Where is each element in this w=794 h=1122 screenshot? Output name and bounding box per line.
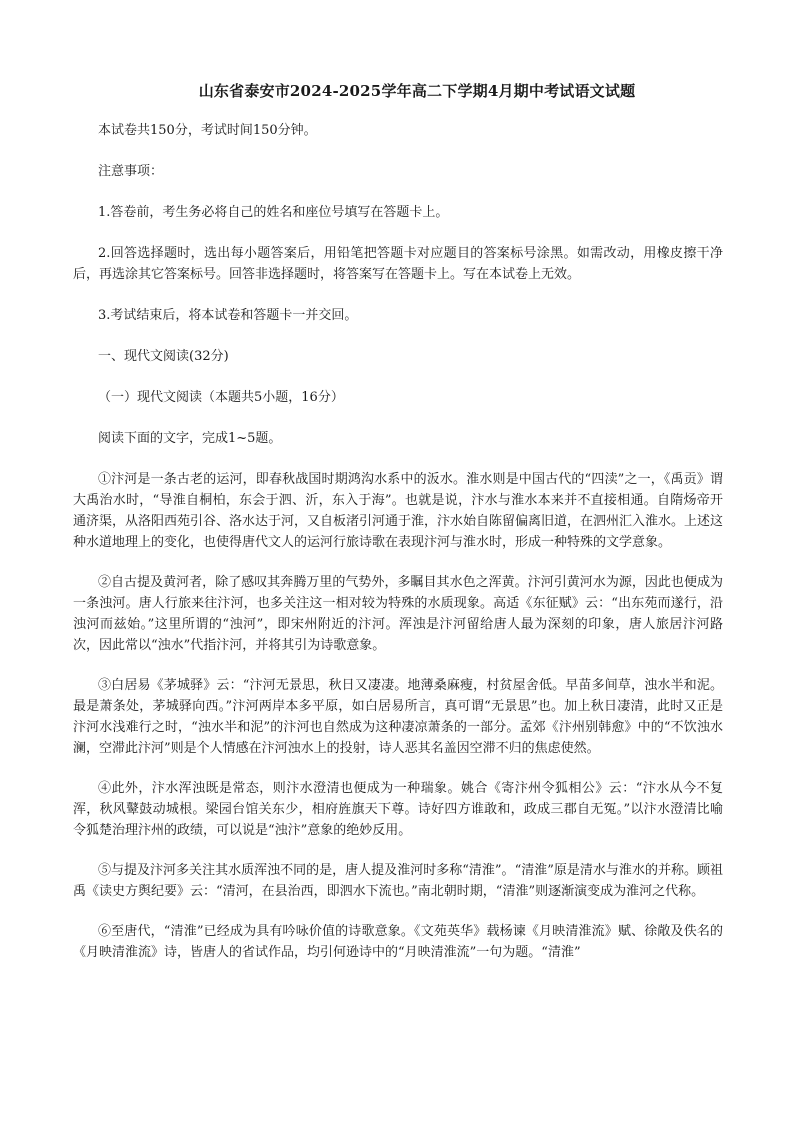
passage-paragraph: ⑤与提及汴河多关注其水质浑浊不同的是，唐人提及淮河时多称“清淮”。“清淮”原是清水与淮水的并称。顾祖禹《读史方舆纪要》云：“清河，在县治西，即泗水下流也。”南北朝时期，“清淮”则逐渐演变成为淮河之代称。 <box>73 863 723 899</box>
passage-paragraph: ⑥至唐代，“清淮”已经成为具有吟咏价值的诗歌意象。《文苑英华》载杨谏《月映清淮流》赋、徐敞及佚名的《月映清淮流》诗，皆唐人的省试作品，均引何逊诗中的“月映清淮流”一句为题。“清淮” <box>73 924 723 960</box>
notice-item: 1.答卷前，考生务必将自己的姓名和座位号填写在答题卡上。 <box>98 205 449 220</box>
document-title: 山东省泰安市2024-2025学年高二下学期4月期中考试语文试题 <box>198 82 636 100</box>
passage-paragraph: ④此外，汴水浑浊既是常态，则汴水澄清也便成为一种瑞象。姚合《寄汴州令狐相公》云：“汴水从今不复浑，秋风鼙鼓动城根。梁园台馆关东少，相府旌旗天下尊。诗好四方谁敢和，政成三郡自无冤。”以汴水澄清比喻令狐楚治理汴州的政绩，可以说是“浊汴”意象的绝妙反用。 <box>73 781 723 838</box>
passage-paragraph: ②自古提及黄河者，除了感叹其奔腾万里的气势外，多瞩目其水色之浑黄。汴河引黄河水为源，因此也便成为一条浊河。唐人行旅来往汴河，也多关注这一相对较为特殊的水质现象。高适《东征赋》云：“出东苑而遂行，沿浊河而兹始。”这里所谓的“浊河”，即宋州附近的汴河。浑浊是汴河留给唐人最为深刻的印象，唐人旅居汴河路次，因此常以“浊水”代指汴河，并将其引为诗歌意象。 <box>73 575 723 653</box>
subsection-heading: （一）现代文阅读（本题共5小题，16分） <box>98 390 344 405</box>
passage-paragraph: ①汴河是一条古老的运河，即春秋战国时期鸿沟水系中的汳水。淮水则是中国古代的“四渎”之一，《禹贡》谓大禹治水时，“导淮自桐柏，东会于泗、沂，东入于海”。也就是说，汴水与淮水本来并不直接相通。自隋炀帝开通济渠，从洛阳西苑引谷、洛水达于河，又自板渚引河通于淮，汴水始自陈留偏离旧道，在泗州汇入淮水。上述这种水道地理上的变化，也使得唐代文人的运河行旅诗歌在表现汴河与淮水时，形成一种特殊的文学意象。 <box>73 472 724 550</box>
reading-instruction: 阅读下面的文字，完成1~5题。 <box>98 431 282 446</box>
exam-intro: 本试卷共150分，考试时间150分钟。 <box>98 123 317 138</box>
document-body <box>73 120 723 963</box>
section-heading: 一、现代文阅读(32分) <box>98 349 229 364</box>
notice-item: 3.考试结束后，将本试卷和答题卡一并交回。 <box>98 308 358 323</box>
notice-heading: 注意事项： <box>98 164 164 179</box>
notice-item: 2.回答选择题时，选出每小题答案后，用铅笔把答题卡对应题目的答案标号涂黑。如需改动，用橡皮擦干净后，再选涂其它答案标号。回答非选择题时，将答案写在答题卡上。写在本试卷上无效。 <box>73 246 723 282</box>
passage-paragraph: ③白居易《茅城驿》云：“汴河无景思，秋日又凄凄。地薄桑麻瘦，村贫屋舍低。早苗多间草，浊水半和泥。最是萧条处，茅城驿向西。”汴河两岸本多平原，如白居易所言，真可谓“无景思”也。加上秋日凄清，此时又正是汴河水浅难行之时，“浊水半和泥”的汴河也自然成为这种凄凉萧条的一部分。孟郊《汴州别韩愈》中的“不饮浊水澜，空滞此汴河”则是个人情感在汴河浊水上的投射，诗人恶其名盖因空滞不归的焦虑使然。 <box>73 678 723 756</box>
